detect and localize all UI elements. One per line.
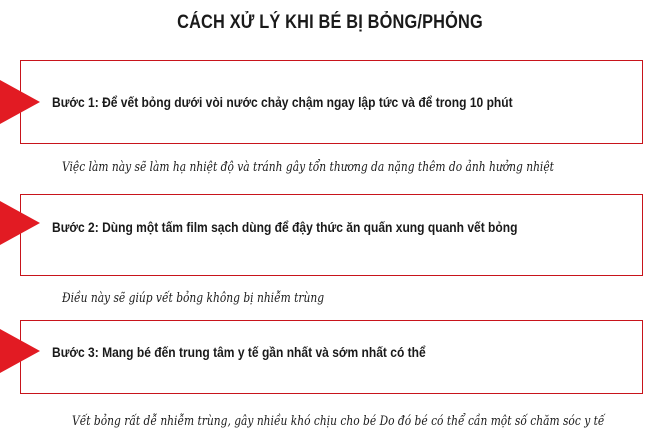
step-3-arrow-icon: [0, 329, 40, 373]
step-3-label: Bước 3: Mang bé đến trung tâm y tế gần nhất và sớm nhất có thể: [52, 344, 426, 360]
step-1-note: Việc làm này sẽ làm hạ nhiệt độ và tránh gây tổn thương da nặng thêm do ảnh hưởng nhiệt: [62, 160, 554, 175]
step-2-note: Điều này sẽ giúp vết bỏng không bị nhiễm trùng: [62, 291, 325, 306]
step-2-label: Bước 2: Dùng một tấm film sạch dùng để đậy thức ăn quấn xung quanh vết bỏng: [52, 219, 518, 235]
page-title: CÁCH XỬ LÝ KHI BÉ BỊ BỎNG/PHỎNG: [177, 12, 483, 33]
step-3-note: Vết bỏng rất dễ nhiễm trùng, gây nhiều khó chịu cho bé Do đó bé có thể cần một số chăm sóc y tế: [72, 414, 605, 429]
step-2-box: [20, 194, 643, 276]
step-2-arrow-icon: [0, 201, 40, 245]
step-1-label: Bước 1: Để vết bỏng dưới vòi nước chảy chậm ngay lập tức và để trong 10 phút: [52, 94, 513, 110]
step-1-arrow-icon: [0, 80, 40, 124]
